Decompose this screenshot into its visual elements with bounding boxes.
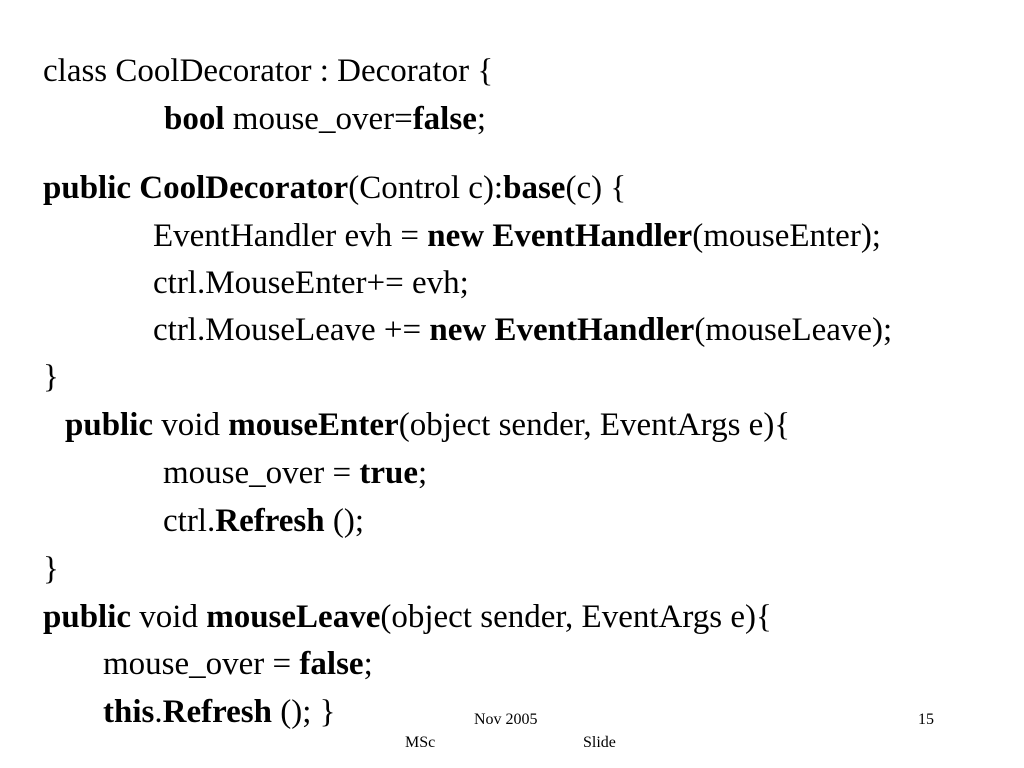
keyword: base [503,170,566,206]
code-text: (object sender, EventArgs e){ [398,407,791,443]
keyword: new [427,218,485,254]
code-text: ; [476,101,487,137]
code-text: ctrl.MouseLeave += [153,312,430,348]
keyword: public [65,407,154,443]
code-text: (mouseEnter); [692,218,881,254]
code-text: mouse_over= [224,101,413,137]
code-text: } [43,551,59,587]
code-text: (); [324,503,365,539]
code-text: . [154,694,163,730]
keyword: public [43,599,132,635]
code-text: (); } [271,694,336,730]
footer-date: Nov 2005 [474,711,538,728]
code-text: } [43,359,59,395]
code-text: class CoolDecorator : Decorator { [43,53,494,89]
footer-slide-label: Slide [583,734,616,751]
keyword: new [429,312,487,348]
keyword: public [43,170,132,206]
footer-page-number: 15 [918,711,934,728]
keyword: Refresh [215,503,325,539]
code-text: ctrl. [163,503,216,539]
code-line-this-refresh [70,655,335,768]
code-text: (Control c): [348,170,504,206]
code-text: ; [418,455,428,491]
code-text: ; [363,646,373,682]
keyword: Refresh [162,694,272,730]
keyword: false [412,101,477,137]
keyword: false [299,646,364,682]
code-text: void [153,407,229,443]
code-text: (c) { [565,170,627,206]
keyword: true [359,455,419,491]
keyword: mouseLeave [206,599,381,635]
keyword: mouseEnter [228,407,399,443]
code-text: (object sender, EventArgs e){ [380,599,772,635]
code-text: void [131,599,207,635]
code-text: (mouseLeave); [694,312,893,348]
keyword: bool [164,101,225,137]
keyword: EventHandler [492,218,693,254]
keyword: EventHandler [494,312,695,348]
code-text: mouse_over = [103,646,300,682]
code-text: EventHandler evh = [153,218,428,254]
code-text: mouse_over = [163,455,360,491]
keyword: CoolDecorator [139,170,349,206]
code-text: ctrl.MouseEnter+= evh; [153,265,469,301]
keyword: this [103,694,155,730]
footer-course: MSc [405,734,436,751]
